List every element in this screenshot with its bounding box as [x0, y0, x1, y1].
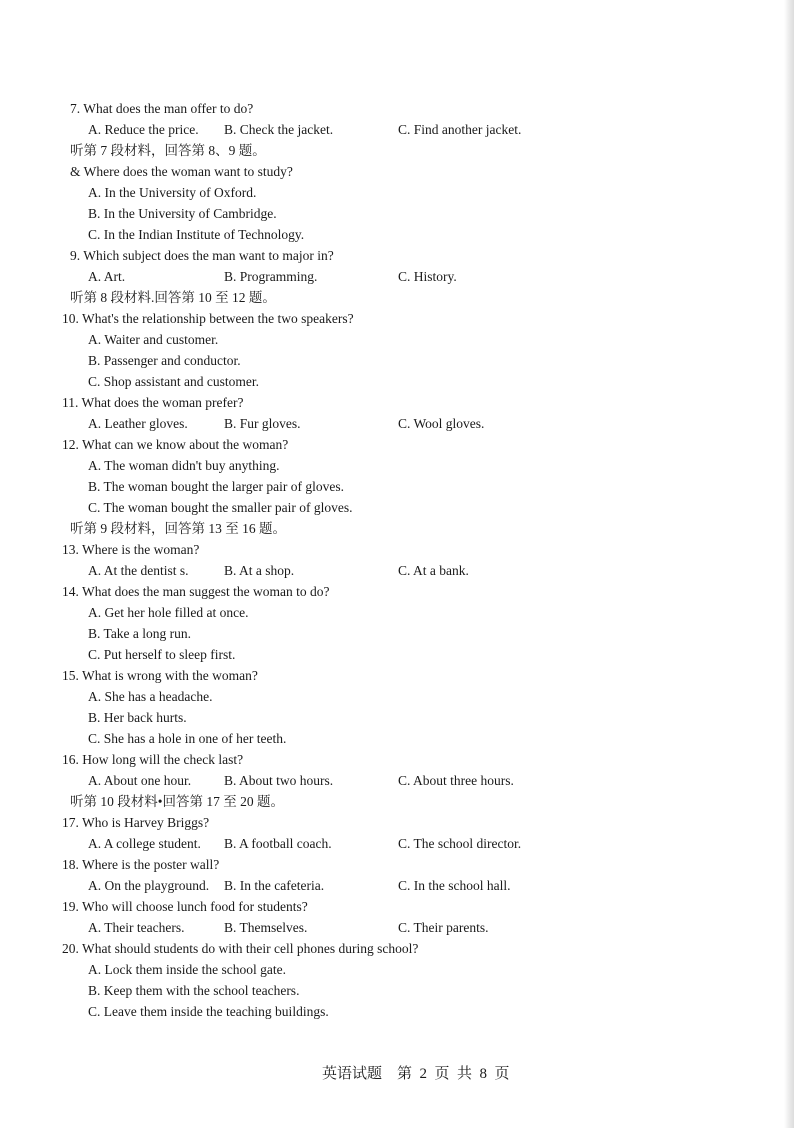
section-instruction: 听第 9 段材料，回答第 13 至 16 题。: [70, 521, 286, 536]
answer-option: B. Take a long run.: [88, 626, 192, 641]
answer-option-c: C. Wool gloves.: [398, 416, 485, 431]
section-instruction: 听第 7 段材料，回答第 8、9 题。: [70, 143, 266, 158]
answer-option-c: C. About three hours.: [398, 773, 514, 788]
question-text: & Where does the woman want to study?: [70, 164, 293, 179]
answer-option: A. The woman didn't buy anything.: [88, 458, 280, 473]
answer-option: C. In the Indian Institute of Technology.: [88, 227, 305, 242]
answer-option: A. Get her hole filled at once.: [88, 605, 249, 620]
answer-option-b: B. Fur gloves.: [224, 416, 301, 431]
answer-option-a: A. Leather gloves.: [88, 416, 188, 431]
answer-option-a: A. Their teachers.: [88, 920, 185, 935]
question-text: 15. What is wrong with the woman?: [62, 668, 258, 683]
answer-option: B. The woman bought the larger pair of gloves.: [88, 479, 344, 494]
section-instruction: 听第 8 段材料.回答第 10 至 12 题。: [70, 290, 276, 305]
page-footer: 英语试题 第 2 页 共 8 页: [322, 1066, 510, 1082]
question-text: 16. How long will the check last?: [62, 752, 244, 767]
answer-option-a: A. A college student.: [88, 836, 201, 851]
answer-option-c: C. In the school hall.: [398, 878, 511, 893]
answer-option-c: C. Their parents.: [398, 920, 489, 935]
answer-option-b: B. About two hours.: [224, 773, 334, 788]
question-text: 17. Who is Harvey Briggs?: [62, 815, 210, 830]
answer-option: A. Waiter and customer.: [88, 332, 219, 347]
answer-option: C. Leave them inside the teaching buildings.: [88, 1004, 329, 1019]
question-text: 18. Where is the poster wall?: [62, 857, 220, 872]
answer-option: A. Lock them inside the school gate.: [88, 962, 286, 977]
answer-option: C. The woman bought the smaller pair of gloves.: [88, 500, 353, 515]
question-text: 20. What should students do with their cell phones during school?: [62, 941, 419, 956]
question-text: 12. What can we know about the woman?: [62, 437, 289, 452]
answer-option: C. She has a hole in one of her teeth.: [88, 731, 287, 746]
answer-option-a: A. About one hour.: [88, 773, 192, 788]
answer-option-b: B. In the cafeteria.: [224, 878, 325, 893]
page-edge-shadow: [784, 0, 794, 1128]
answer-option-c: C. At a bank.: [398, 563, 469, 578]
answer-option: B. In the University of Cambridge.: [88, 206, 277, 221]
answer-option-b: B. Themselves.: [224, 920, 308, 935]
question-text: 10. What's the relationship between the two speakers?: [62, 311, 354, 326]
answer-option: B. Passenger and conductor.: [88, 353, 241, 368]
question-text: 7. What does the man offer to do?: [70, 101, 254, 116]
question-text: 11. What does the woman prefer?: [62, 395, 244, 410]
answer-option-b: B. Programming.: [224, 269, 318, 284]
question-text: 19. Who will choose lunch food for students?: [62, 899, 308, 914]
answer-option: A. She has a headache.: [88, 689, 213, 704]
answer-option: B. Keep them with the school teachers.: [88, 983, 300, 998]
answer-option-a: A. Reduce the price.: [88, 122, 199, 137]
answer-option-c: C. The school director.: [398, 836, 522, 851]
answer-option-b: B. Check the jacket.: [224, 122, 334, 137]
answer-option-b: B. At a shop.: [224, 563, 295, 578]
answer-option-c: C. Find another jacket.: [398, 122, 522, 137]
answer-option-c: C. History.: [398, 269, 457, 284]
answer-option-a: A. On the playground.: [88, 878, 210, 893]
question-text: 13. Where is the woman?: [62, 542, 200, 557]
answer-option: A. In the University of Oxford.: [88, 185, 257, 200]
question-text: 9. Which subject does the man want to major in?: [70, 248, 334, 263]
answer-option: C. Shop assistant and customer.: [88, 374, 259, 389]
answer-option-a: A. At the dentist s.: [88, 563, 189, 578]
section-instruction: 听第 10 段材料•回答第 17 至 20 题。: [70, 794, 284, 809]
answer-option: B. Her back hurts.: [88, 710, 187, 725]
question-text: 14. What does the man suggest the woman to do?: [62, 584, 330, 599]
answer-option: C. Put herself to sleep first.: [88, 647, 236, 662]
answer-option-b: B. A football coach.: [224, 836, 332, 851]
answer-option-a: A. Art.: [88, 269, 126, 284]
